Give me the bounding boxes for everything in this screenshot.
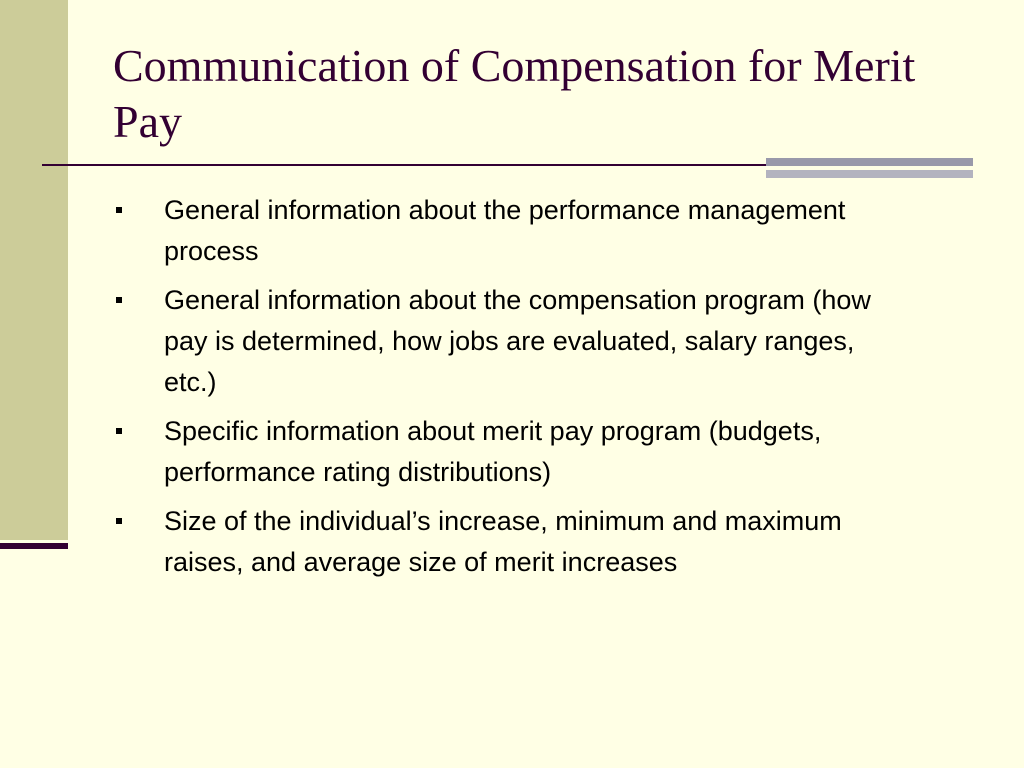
title-accent-bar-lower xyxy=(766,170,973,178)
bullet-item xyxy=(112,190,902,272)
bullet-text: Specific information about merit pay program (budgets, performance rating distributions) xyxy=(164,416,822,487)
slide-title: Communication of Compensation for Merit Pay xyxy=(113,40,916,147)
square-bullet-icon xyxy=(116,297,122,303)
square-bullet-icon xyxy=(116,207,122,213)
title-accent-bar xyxy=(766,158,973,166)
bullet-text: General information about the performance management process xyxy=(164,195,846,266)
left-bar-underline xyxy=(0,543,68,549)
bullet-item xyxy=(112,280,902,403)
square-bullet-icon xyxy=(116,428,122,434)
bullet-item xyxy=(112,411,902,493)
left-decorative-bar xyxy=(0,0,68,540)
bullet-text: Size of the individual’s increase, minimum and maximum raises, and average size of merit increases xyxy=(164,506,842,577)
square-bullet-icon xyxy=(116,518,122,524)
bullet-item xyxy=(112,501,902,583)
bullet-list xyxy=(112,190,902,591)
bullet-text: General information about the compensation program (how pay is determined, how jobs are evaluated, salary ranges, etc.) xyxy=(164,285,871,397)
